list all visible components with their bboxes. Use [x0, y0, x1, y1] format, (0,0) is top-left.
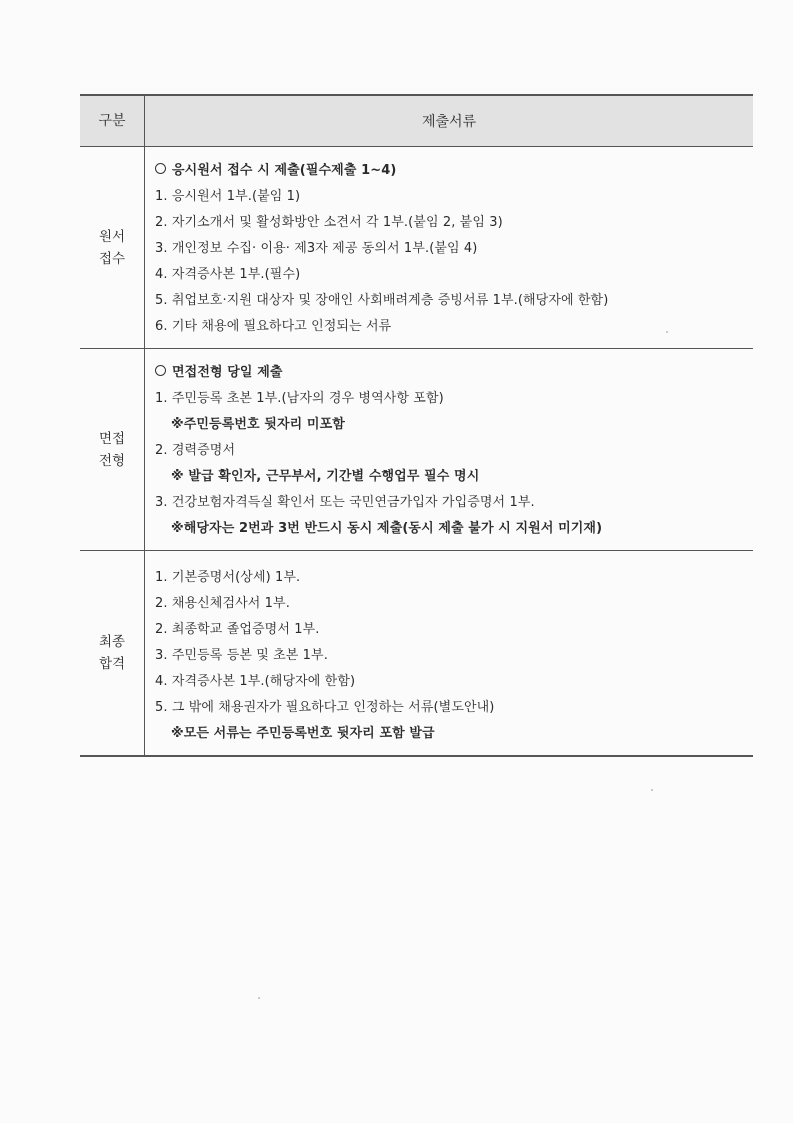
header-documents: 제출서류 — [421, 114, 477, 130]
list-item: 4. 자격증사본 1부.(해당자에 한함) — [155, 674, 356, 689]
section-heading: 응시원서 접수 시 제출(필수제출 1~4) — [155, 158, 753, 184]
table-header — [80, 96, 753, 147]
row-label-line: 합격 — [98, 656, 126, 672]
section-heading: 면접전형 당일 제출 — [155, 360, 753, 386]
note-item: ※해당자는 2번과 3번 반드시 동시 제출(동시 제출 불가 시 지원서 미기재) — [171, 521, 603, 536]
circle-bullet-icon — [155, 365, 166, 376]
submission-documents-table — [80, 94, 753, 757]
list-item: 1. 주민등록 초본 1부.(남자의 경우 병역사항 포함) — [155, 391, 444, 406]
list-item: 3. 주민등록 등본 및 초본 1부. — [155, 648, 328, 663]
header-category: 구분 — [80, 96, 145, 146]
table-row-final — [80, 551, 753, 755]
note-item: ※주민등록번호 뒷자리 미포함 — [171, 417, 345, 432]
row-label — [80, 349, 145, 550]
list-item: 5. 취업보호·지원 대상자 및 장애인 사회배려계층 증빙서류 1부.(해당자에 한함) — [155, 293, 609, 308]
scan-speck — [651, 789, 653, 791]
list-item: 1. 응시원서 1부.(붙임 1) — [155, 189, 301, 204]
table-row-interview — [80, 349, 753, 551]
row-content — [145, 551, 753, 755]
row-label-line: 접수 — [98, 250, 126, 267]
row-label-line: 면접 — [98, 430, 126, 447]
row-content — [145, 349, 753, 550]
list-item: 2. 채용신체검사서 1부. — [155, 596, 290, 611]
list-item: 3. 건강보험자격득실 확인서 또는 국민연금가입자 가입증명서 1부. — [155, 495, 535, 510]
list-item: 5. 그 밖에 채용권자가 필요하다고 인정하는 서류(별도안내) — [155, 700, 495, 715]
list-item: 6. 기타 채용에 필요하다고 인정되는 서류 — [155, 319, 392, 334]
list-item: 1. 기본증명서(상세) 1부. — [155, 570, 301, 585]
row-label — [80, 551, 145, 755]
list-item: 4. 자격증사본 1부.(필수) — [155, 267, 301, 282]
circle-bullet-icon — [155, 163, 166, 174]
note-item: ※모든 서류는 주민등록번호 뒷자리 포함 발급 — [171, 726, 435, 741]
list-item: 3. 개인정보 수집· 이용· 제3자 제공 동의서 1부.(붙임 4) — [155, 241, 478, 256]
note-item: ※ 발급 확인자, 근무부서, 기간별 수행업무 필수 명시 — [171, 469, 480, 484]
row-label-line: 최종 — [98, 634, 126, 650]
row-label-line: 원서 — [98, 228, 126, 245]
table-row-application — [80, 147, 753, 349]
row-label — [80, 147, 145, 348]
row-content — [145, 147, 753, 348]
row-label-line: 전형 — [98, 452, 126, 469]
list-item: 2. 경력증명서 — [155, 443, 236, 458]
scan-speck — [666, 331, 668, 333]
list-item: 2. 자기소개서 및 활성화방안 소견서 각 1부.(붙임 2, 붙임 3) — [155, 215, 503, 230]
list-item: 2. 최종학교 졸업증명서 1부. — [155, 622, 320, 637]
scan-speck — [258, 997, 260, 999]
